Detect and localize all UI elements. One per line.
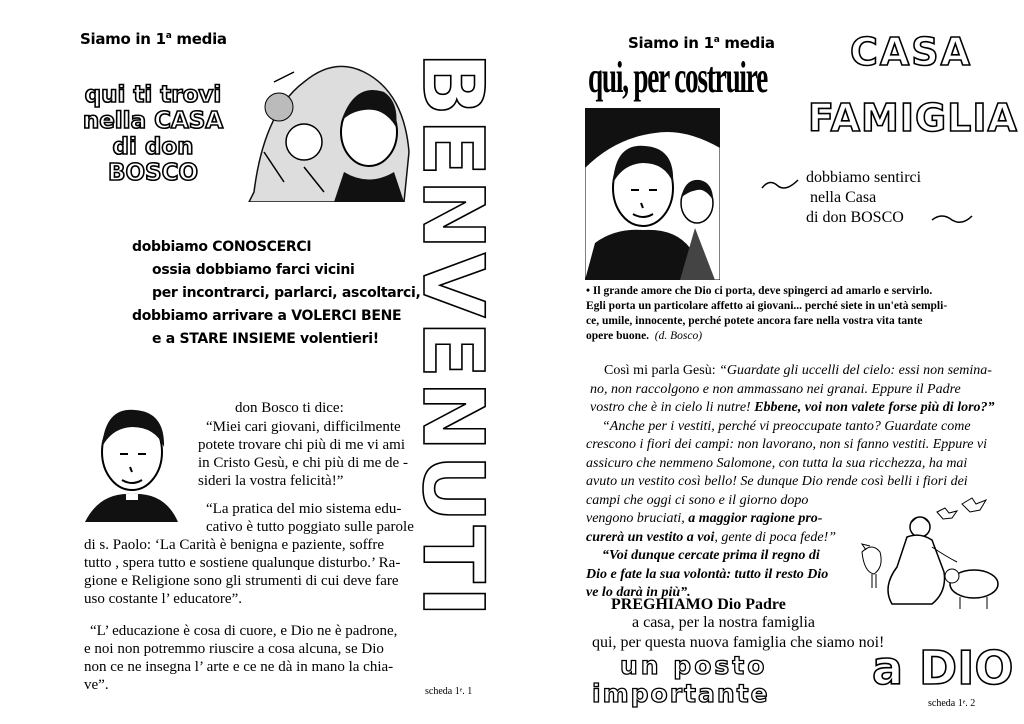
left-page-footer: scheda 1ᵉ. 1 bbox=[425, 686, 473, 697]
right-header-text: Siamo in 1 bbox=[628, 34, 714, 52]
quote-3 bbox=[84, 622, 397, 694]
gospel-line-10-text: , gente di poca fede!” bbox=[714, 529, 837, 545]
left-header-rest: media bbox=[171, 30, 227, 48]
quote-intro: don Bosco ti dice: bbox=[235, 400, 344, 416]
quote-1-line-1: “Miei cari giovani, difficilmente bbox=[206, 419, 401, 435]
intro-line-2: ossia dobbiamo farci vicini bbox=[152, 262, 355, 278]
don-bosco-collage-illustration bbox=[244, 52, 414, 202]
right-title-casa: CASA bbox=[850, 30, 973, 74]
bullet-line-1: • Il grande amore che Dio ci porta, deve spingerci ad amarlo e servirlo. bbox=[586, 285, 933, 297]
prayer-line-2: qui, per questa nuova famiglia che siamo noi! bbox=[592, 634, 885, 651]
right-header bbox=[628, 34, 775, 52]
quote-3-line-1: “L’ educazione è cosa di cuore, e Dio ne è padrone, bbox=[90, 623, 398, 639]
bullet-cite: (d. Bosco) bbox=[654, 330, 703, 342]
gospel-line-6: assicuro che nemmeno Salomone, con tutta la sua ricchezza, ha mai bbox=[586, 455, 968, 471]
gospel-line-10-bold: curerà un vestito a voi bbox=[586, 529, 715, 545]
gospel-bold-2: a maggior ragione pro- bbox=[688, 511, 823, 526]
gospel-bold-1: Ebbene, voi non valete forse più di loro?” bbox=[754, 400, 995, 415]
left-title bbox=[78, 82, 228, 186]
bottom-a-dio: a DIO bbox=[872, 641, 1014, 695]
bottom-importante: importante bbox=[592, 679, 770, 708]
swash-left-decoration bbox=[760, 176, 800, 192]
jesus-with-animals-illustration bbox=[852, 492, 1002, 612]
bullet-quote bbox=[586, 284, 947, 344]
gospel-intro: Così mi parla Gesù: bbox=[604, 363, 720, 378]
right-page-footer: scheda 1ᵉ. 2 bbox=[928, 698, 976, 709]
quote-2-line-4: tutto , spera tutto e sostiene qualunque disturbo.’ Ra- bbox=[84, 555, 401, 571]
quote-3-line-3: non ce ne insegna l’ arte e ce ne dà in mano la chia- bbox=[84, 659, 394, 675]
don-bosco-group-illustration bbox=[585, 108, 720, 280]
swash-right-decoration bbox=[930, 210, 974, 226]
gospel-line-7: avuto un vestito così bello! Se dunque Dio rende così belli i fiori dei bbox=[586, 474, 968, 489]
right-title-famiglia: FAMIGLIA bbox=[808, 96, 1018, 140]
quote-2-line-5: gione e Religione sono gli strumenti di cui deve fare bbox=[84, 573, 399, 589]
gospel-line-4: “Anche per i vestiti, perché vi preoccupate tanto? Guardate come bbox=[602, 418, 971, 434]
intro-line-5: e a STARE INSIEME volentieri! bbox=[152, 331, 379, 347]
bullet-line-4-text: opere buone. bbox=[586, 330, 650, 342]
left-header-text: Siamo in 1 bbox=[80, 30, 166, 48]
gospel-line-3-text: vostro che è in cielo li nutre! bbox=[590, 400, 755, 415]
benvenuti-vertical-title: BENVENUTI bbox=[404, 52, 502, 621]
prayer-line-1: a casa, per la nostra famiglia bbox=[632, 614, 816, 631]
quote-1 bbox=[198, 418, 408, 490]
gospel-line-1-text: “Guardate gli uccelli del cielo: essi non semina- bbox=[719, 363, 992, 378]
prayer-title: PREGHIAMO Dio Padre bbox=[611, 596, 786, 613]
left-title-line-1: qui ti trovi bbox=[84, 82, 222, 108]
intro-line-4: dobbiamo arrivare a VOLERCI BENE bbox=[132, 308, 402, 324]
quote-2-line-6: uso costante l’ educatore”. bbox=[84, 591, 242, 607]
quote-2 bbox=[84, 500, 414, 608]
quote-2-line-3: di s. Paolo: ‘La Carità è benigna e paziente, soffre bbox=[84, 537, 385, 553]
quote-3-line-2: e noi non potremmo riuscire a cosa alcuna, se Dio bbox=[84, 641, 384, 657]
side-line-1: dobbiamo sentirci bbox=[806, 169, 922, 186]
left-title-line-2: nella CASA bbox=[82, 108, 224, 134]
gospel-line-1 bbox=[586, 362, 1006, 381]
gospel-line-13: ve lo darà in più”. bbox=[586, 585, 691, 600]
quote-1-line-3: in Cristo Gesù, e chi più di me de - bbox=[198, 455, 408, 471]
intro-line-1: dobbiamo CONOSCERCI bbox=[132, 239, 312, 255]
gospel-line-2: no, non raccolgono e non ammassano nei granai. Eppure il Padre bbox=[590, 381, 961, 397]
bottom-un-posto: un posto bbox=[620, 651, 768, 680]
bullet-line-2: Egli porta un particolare affetto ai giovani... perché siete in un'età sempli- bbox=[586, 300, 948, 312]
quote-2-line-1: “La pratica del mio sistema edu- bbox=[206, 501, 402, 517]
right-side-text bbox=[806, 168, 921, 228]
intro-line-3: per incontrarci, parlarci, ascoltarci, bbox=[152, 285, 421, 301]
gospel-line-8: campi che oggi ci sono e il giorno dopo bbox=[586, 492, 809, 508]
quote-1-line-2: potete trovare chi più di me vi ami bbox=[198, 437, 406, 453]
left-header bbox=[80, 30, 227, 48]
quote-3-line-4: ve”. bbox=[84, 677, 109, 693]
bullet-line-3: ce, umile, innocente, perché potete ancora fare nella vostra vita tante bbox=[586, 315, 923, 327]
gospel-line-5: crescono i fiori dei campi: non lavorano, non si fanno vestiti. Eppure vi bbox=[586, 437, 988, 452]
quote-1-line-4: sideri la vostra felicità!” bbox=[198, 473, 344, 489]
quote-2-line-2: cativo è tutto poggiato sulle parole bbox=[206, 519, 414, 535]
left-title-line-4: BOSCO bbox=[107, 160, 199, 186]
right-header-rest: media bbox=[719, 34, 775, 52]
left-title-line-3: di don bbox=[112, 134, 194, 160]
gospel-line-9-text: vengono bruciati, bbox=[586, 511, 689, 526]
gospel-line-12: Dio e fate la sua volontà: tutto il resto Dio bbox=[586, 566, 829, 582]
gospel-line-3 bbox=[586, 399, 1006, 418]
side-line-2: nella Casa bbox=[810, 189, 877, 206]
gospel-line-11: “Voi dunque cercate prima il regno di bbox=[602, 548, 820, 563]
right-header-sup: a bbox=[713, 35, 720, 45]
right-title-a: qui, per costruire bbox=[588, 53, 767, 102]
intro-text bbox=[132, 236, 421, 351]
side-line-3: di don BOSCO bbox=[806, 209, 904, 226]
bullet-line-4 bbox=[586, 329, 947, 344]
left-header-sup: a bbox=[165, 31, 172, 41]
